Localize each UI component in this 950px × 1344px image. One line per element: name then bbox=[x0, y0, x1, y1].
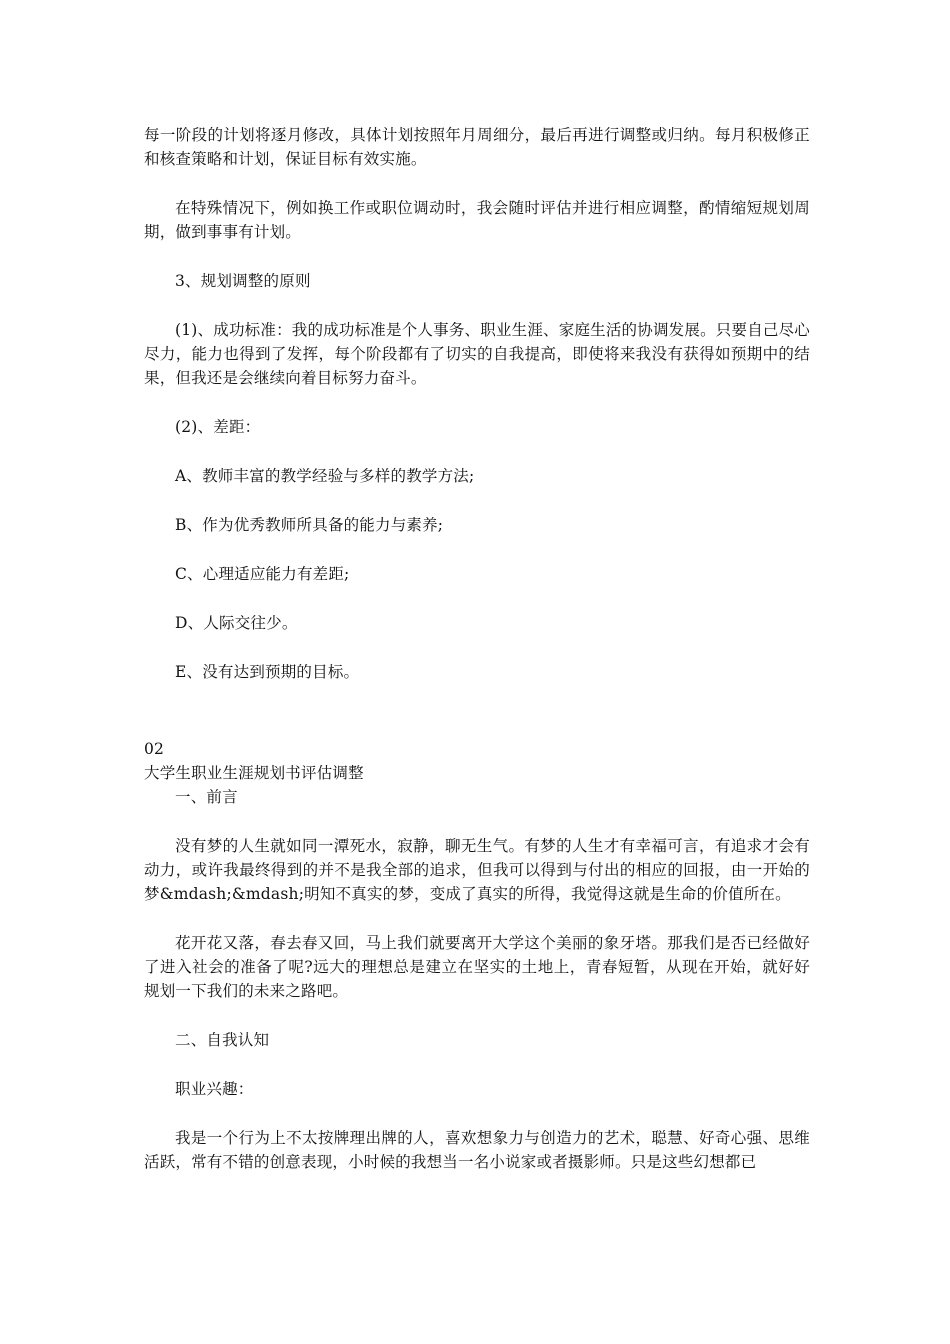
paragraph-gap-label: (2)、差距： bbox=[175, 418, 261, 436]
list-item-gap-a: A、教师丰富的教学经验与多样的教学方法; bbox=[175, 467, 475, 485]
list-item-gap-d: D、人际交往少。 bbox=[175, 614, 298, 632]
list-item-gap-e: E、没有达到预期的目标。 bbox=[175, 663, 360, 681]
heading-self-awareness: 二、自我认知 bbox=[175, 1031, 270, 1049]
section-spacer bbox=[144, 709, 810, 737]
section-title: 大学生职业生涯规划书评估调整 bbox=[144, 764, 364, 782]
list-item-gap-b: B、作为优秀教师所具备的能力与素养; bbox=[175, 516, 444, 534]
section-number: 02 bbox=[144, 740, 165, 758]
paragraph-interest-description: 我是一个行为上不太按牌理出牌的人，喜欢想象力与创造力的艺术，聪慧、好奇心强、思维活跃，常有不错的创意表现，小时候的我想当一名小说家或者摄影师。只是这些幻想都已 bbox=[144, 1129, 810, 1171]
paragraph-monthly-plan: 每一阶段的计划将逐月修改，具体计划按照年月周细分，最后再进行调整或归纳。每月积极修正和核查策略和计划，保证目标有效实施。 bbox=[144, 126, 810, 168]
paragraph-dream: 没有梦的人生就如同一潭死水，寂静，聊无生气。有梦的人生才有幸福可言，有追求才会有动力，或许我最终得到的并不是我全部的追求，但我可以得到与付出的相应的回报，由一开始的梦&mdash;&mdash;明知不真实的梦，变成了真实的所得，我觉得这就是生命的价值所在。 bbox=[144, 837, 810, 903]
paragraph-special-cases: 在特殊情况下，例如换工作或职位调动时，我会随时评估并进行相应调整，酌情缩短规划周期，做到事事有计划。 bbox=[144, 199, 810, 241]
document-body bbox=[144, 123, 810, 1174]
paragraph-flowers: 花开花又落，春去春又回，马上我们就要离开大学这个美丽的象牙塔。那我们是否已经做好了进入社会的准备了呢?远大的理想总是建立在坚实的土地上，青春短暂，从现在开始，就好好规划一下我们的未来之路吧。 bbox=[144, 934, 810, 1000]
paragraph-success-criteria: (1)、成功标准：我的成功标准是个人事务、职业生涯、家庭生活的协调发展。只要自己尽心尽力，能力也得到了发挥，每个阶段都有了切实的自我提高，即使将来我没有获得如预期中的结果，但我还是会继续向着目标努力奋斗。 bbox=[144, 321, 810, 387]
heading-preface: 一、前言 bbox=[175, 788, 238, 806]
heading-career-interest: 职业兴趣： bbox=[175, 1080, 254, 1098]
list-item-gap-c: C、心理适应能力有差距; bbox=[175, 565, 350, 583]
heading-adjustment-principles: 3、规划调整的原则 bbox=[175, 272, 311, 290]
